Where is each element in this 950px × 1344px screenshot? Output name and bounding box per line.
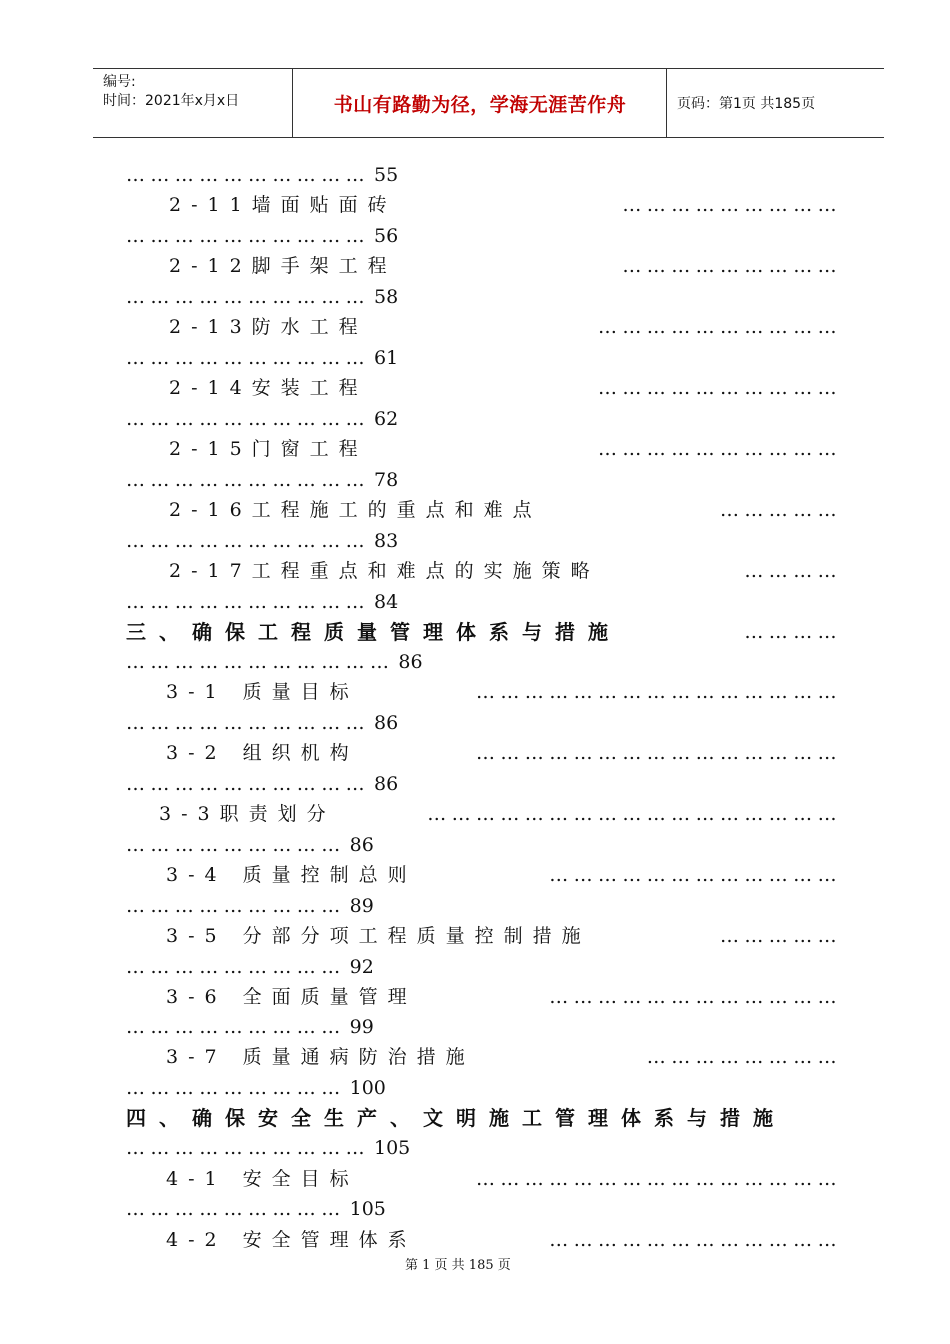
- toc-entry[interactable]: 2-17工程重点和难点的实施策略 …………: [126, 556, 842, 586]
- toc-continuation-line: ………………………… 78: [126, 469, 399, 491]
- toc-entry[interactable]: 2-16工程施工的重点和难点 ……………: [126, 495, 842, 525]
- toc-title: 3-2 组织机构: [166, 742, 359, 764]
- toc-title: 3-5 分部分项工程质量控制措施: [166, 925, 591, 947]
- toc-title: 3-1 质量目标: [166, 681, 359, 703]
- toc-title: 4-1 安全目标: [166, 1168, 359, 1190]
- toc-continuation-line: ……………………… 105: [126, 1198, 386, 1220]
- toc-continuation-line: ………………………… 86: [126, 773, 399, 795]
- toc-page: 61: [374, 347, 399, 369]
- toc-continuation-line: ………………………… 62: [126, 408, 399, 430]
- header-info: [93, 69, 293, 137]
- toc-title: 3-4 质量控制总则: [166, 864, 417, 886]
- page-header: [93, 68, 884, 138]
- toc-title: 2-17工程重点和难点的实施策略: [169, 560, 600, 582]
- toc-continuation-line: ……………………… 89: [126, 895, 374, 917]
- motto: 书山有路勤为径，学海无涯苦作舟: [294, 69, 667, 137]
- page-footer: 第 1 页 共 185 页: [405, 1258, 511, 1273]
- toc-continuation-line: ………………………… 84: [126, 591, 399, 613]
- toc-title: 2-12脚手架工程: [169, 255, 397, 277]
- toc-continuation-line: ………………………… 83: [126, 530, 399, 552]
- toc-entry[interactable]: 3-7 质量通病防治措施 ……………………: [126, 1042, 842, 1072]
- toc-entry[interactable]: 3-5 分部分项工程质量控制措施 ……………: [126, 921, 842, 951]
- toc-continuation-line: ………………………… 55: [126, 164, 399, 186]
- toc-title: 3-3职责划分: [159, 803, 336, 825]
- toc-title: 3-6 全面质量管理: [166, 986, 417, 1008]
- toc-continuation-line: ……………………… 86: [126, 834, 374, 856]
- toc-section-heading[interactable]: [126, 1103, 842, 1133]
- toc-title: 4-2 安全管理体系: [166, 1229, 417, 1251]
- toc-continuation-line: ………………………… 86: [126, 712, 399, 734]
- toc-entry[interactable]: 2-11墙面贴面砖 ………………………: [126, 190, 842, 220]
- toc-section-heading[interactable]: 三、确保工程质量管理体系与措施 …………: [126, 617, 842, 647]
- toc-page: 86: [374, 712, 399, 734]
- toc-entry[interactable]: 2-12脚手架工程 ………………………: [126, 251, 842, 281]
- toc-title: 三、确保工程质量管理体系与措施: [126, 620, 621, 644]
- toc-entry[interactable]: 3-2 组织机构 ………………………………………: [126, 738, 842, 768]
- toc-page: 89: [349, 895, 374, 917]
- toc-title: 3-7 质量通病防治措施: [166, 1046, 475, 1068]
- toc-continuation-line: ………………………… 61: [126, 347, 399, 369]
- toc-entry[interactable]: 2-14安装工程 …………………………: [126, 373, 842, 403]
- toc-entry[interactable]: 4-2 安全管理体系 ………………………………: [126, 1225, 842, 1255]
- toc-page: 86: [349, 834, 374, 856]
- toc-page: 86: [398, 651, 423, 673]
- number-label: 编号:: [103, 74, 136, 90]
- toc-title: 2-16工程施工的重点和难点: [169, 499, 542, 521]
- toc-continuation-line: ……………………… 100: [126, 1077, 386, 1099]
- toc-title: 2-14安装工程: [169, 377, 368, 399]
- toc-continuation-line: ……………………… 99: [126, 1016, 374, 1038]
- toc-entry[interactable]: 3-3职责划分 ……………………………………………: [126, 799, 842, 829]
- toc-page: 62: [374, 408, 399, 430]
- toc-entry[interactable]: 4-1 安全目标 ………………………………………: [126, 1164, 842, 1194]
- toc-page: 86: [374, 773, 399, 795]
- toc-page: 92: [349, 956, 374, 978]
- toc-continuation-line: ………………………… 105: [126, 1137, 411, 1159]
- toc-continuation-line: ………………………… 58: [126, 286, 399, 308]
- toc-page: 83: [374, 530, 399, 552]
- toc-entry[interactable]: 2-15门窗工程 …………………………: [126, 434, 842, 464]
- toc-title: 2-13防水工程: [169, 316, 368, 338]
- toc-page: 78: [374, 469, 399, 491]
- toc-entry[interactable]: 3-1 质量目标 ………………………………………: [126, 677, 842, 707]
- toc-page: 100: [349, 1077, 386, 1099]
- page-indicator: 页码：第1页 共185页: [677, 96, 816, 112]
- toc-continuation-line: ………………………… 56: [126, 225, 399, 247]
- toc-page: 105: [374, 1137, 411, 1159]
- toc-entry[interactable]: 2-13防水工程 …………………………: [126, 312, 842, 342]
- toc-page: 84: [374, 591, 399, 613]
- toc-title: 2-11墙面贴面砖: [169, 194, 397, 216]
- toc-title: 2-15门窗工程: [169, 438, 368, 460]
- toc-continuation-line: …………………………… 86: [126, 651, 423, 673]
- toc-page: 58: [374, 286, 399, 308]
- toc-page: 55: [374, 164, 399, 186]
- toc-continuation-line: ……………………… 92: [126, 956, 374, 978]
- toc-entry[interactable]: 3-6 全面质量管理 ………………………………: [126, 982, 842, 1012]
- time-label: 时间：2021年x月x日: [103, 93, 240, 109]
- toc-entry[interactable]: 3-4 质量控制总则 ………………………………: [126, 860, 842, 890]
- toc-title: 四、确保安全生产、文明施工管理体系与措施: [126, 1106, 786, 1130]
- toc-page: 105: [349, 1198, 386, 1220]
- toc-page: 99: [349, 1016, 374, 1038]
- toc-page: 56: [374, 225, 399, 247]
